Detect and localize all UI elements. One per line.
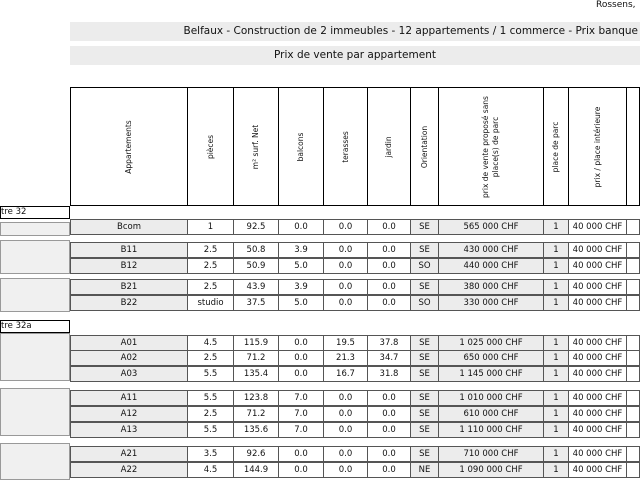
- cell-appartement: A01: [70, 335, 188, 351]
- cell-prix-place: 40 000 CHF: [568, 279, 627, 295]
- cell-balcons: 3.9: [278, 279, 324, 295]
- cell-overflow: [626, 219, 640, 235]
- cell-place-parc: 1: [543, 219, 569, 235]
- cell-terasses: 0.0: [323, 446, 368, 462]
- cell-orientation: SO: [410, 295, 439, 311]
- cell-terasses: 0.0: [323, 279, 368, 295]
- cell-overflow: [626, 406, 640, 422]
- cell-prix-place: 40 000 CHF: [568, 406, 627, 422]
- cell-appartement: A13: [70, 422, 188, 438]
- cell-orientation: SE: [410, 366, 439, 382]
- cell-overflow: [626, 335, 640, 351]
- cell-terasses: 16.7: [323, 366, 368, 382]
- column-header-label: prix / place intérieure: [592, 106, 602, 187]
- cell-pieces: 5.5: [187, 390, 234, 406]
- corner-text: Rossens,: [596, 0, 636, 10]
- header-surface: [233, 87, 279, 206]
- cell-surface: 43.9: [233, 279, 279, 295]
- cell-overflow: [626, 422, 640, 438]
- cell-orientation: SO: [410, 258, 439, 274]
- cell-orientation: SE: [410, 422, 439, 438]
- cell-place-parc: 1: [543, 295, 569, 311]
- group-block: [0, 222, 70, 236]
- cell-pieces: 2.5: [187, 279, 234, 295]
- cell-balcons: 7.0: [278, 390, 324, 406]
- document-title-banner: Belfaux - Construction de 2 immeubles - 12 appartements / 1 commerce - Prix banque: [70, 22, 640, 41]
- cell-appartement: B22: [70, 295, 188, 311]
- cell-balcons: 0.0: [278, 350, 324, 366]
- cell-prix-vente: 710 000 CHF: [438, 446, 544, 462]
- cell-prix-place: 40 000 CHF: [568, 462, 627, 478]
- cell-prix-vente: 1 145 000 CHF: [438, 366, 544, 382]
- cell-overflow: [626, 350, 640, 366]
- section-label-centre-32: tre 32: [0, 206, 70, 219]
- cell-orientation: SE: [410, 242, 439, 258]
- cell-place-parc: 1: [543, 406, 569, 422]
- cell-orientation: SE: [410, 446, 439, 462]
- cell-pieces: 4.5: [187, 335, 234, 351]
- cell-terasses: 0.0: [323, 462, 368, 478]
- cell-overflow: [626, 295, 640, 311]
- cell-prix-place: 40 000 CHF: [568, 350, 627, 366]
- cell-orientation: SE: [410, 335, 439, 351]
- cell-terasses: 21.3: [323, 350, 368, 366]
- cell-prix-vente: 610 000 CHF: [438, 406, 544, 422]
- cell-pieces: 1: [187, 219, 234, 235]
- cell-surface: 50.8: [233, 242, 279, 258]
- cell-appartement: B12: [70, 258, 188, 274]
- cell-place-parc: 1: [543, 350, 569, 366]
- document-subtitle-banner: Prix de vente par appartement: [70, 46, 640, 65]
- cell-terasses: 0.0: [323, 422, 368, 438]
- cell-place-parc: 1: [543, 279, 569, 295]
- group-block: [0, 240, 70, 274]
- cell-prix-place: 40 000 CHF: [568, 219, 627, 235]
- column-header-label: terasses: [340, 130, 350, 163]
- cell-orientation: SE: [410, 219, 439, 235]
- cell-terasses: 0.0: [323, 242, 368, 258]
- group-block: [0, 278, 70, 312]
- cell-prix-place: 40 000 CHF: [568, 295, 627, 311]
- cell-appartement: A22: [70, 462, 188, 478]
- cell-jardin: 0.0: [367, 446, 411, 462]
- cell-terasses: 0.0: [323, 390, 368, 406]
- cell-surface: 115.9: [233, 335, 279, 351]
- cell-prix-vente: 1 025 000 CHF: [438, 335, 544, 351]
- cell-pieces: studio: [187, 295, 234, 311]
- cell-appartement: A21: [70, 446, 188, 462]
- header-prix-place: [568, 87, 627, 206]
- cell-prix-place: 40 000 CHF: [568, 446, 627, 462]
- header-balcons: [278, 87, 324, 206]
- group-block: [0, 443, 70, 480]
- cell-balcons: 3.9: [278, 242, 324, 258]
- cell-jardin: 34.7: [367, 350, 411, 366]
- cell-jardin: 0.0: [367, 462, 411, 478]
- cell-place-parc: 1: [543, 242, 569, 258]
- cell-balcons: 0.0: [278, 462, 324, 478]
- cell-jardin: 0.0: [367, 279, 411, 295]
- cell-orientation: SE: [410, 350, 439, 366]
- cell-jardin: 31.8: [367, 366, 411, 382]
- cell-jardin: 37.8: [367, 335, 411, 351]
- cell-place-parc: 1: [543, 390, 569, 406]
- cell-prix-vente: 380 000 CHF: [438, 279, 544, 295]
- header-appartements: [70, 87, 188, 206]
- cell-pieces: 2.5: [187, 258, 234, 274]
- cell-prix-vente: 1 110 000 CHF: [438, 422, 544, 438]
- cell-surface: 71.2: [233, 350, 279, 366]
- cell-prix-vente: 430 000 CHF: [438, 242, 544, 258]
- cell-pieces: 5.5: [187, 422, 234, 438]
- cell-jardin: 0.0: [367, 258, 411, 274]
- cell-jardin: 0.0: [367, 406, 411, 422]
- cell-orientation: SE: [410, 390, 439, 406]
- cell-place-parc: 1: [543, 422, 569, 438]
- cell-prix-place: 40 000 CHF: [568, 335, 627, 351]
- cell-appartement: A12: [70, 406, 188, 422]
- cell-surface: 71.2: [233, 406, 279, 422]
- cell-appartement: A02: [70, 350, 188, 366]
- cell-pieces: 2.5: [187, 242, 234, 258]
- cell-balcons: 0.0: [278, 446, 324, 462]
- header-pieces: [187, 87, 234, 206]
- cell-orientation: NE: [410, 462, 439, 478]
- header-terasses: [323, 87, 368, 206]
- cell-orientation: SE: [410, 279, 439, 295]
- column-header-label: m² surf. Net: [251, 124, 260, 169]
- cell-place-parc: 1: [543, 366, 569, 382]
- cell-appartement: Bcom: [70, 219, 188, 235]
- cell-prix-vente: 330 000 CHF: [438, 295, 544, 311]
- column-header-label: place de parc: [551, 121, 560, 172]
- header-orientation: [410, 87, 439, 206]
- cell-surface: 135.4: [233, 366, 279, 382]
- column-header-label: prix de vente proposé sans place(s) de parc: [481, 95, 500, 198]
- cell-overflow: [626, 366, 640, 382]
- cell-terasses: 0.0: [323, 258, 368, 274]
- cell-orientation: SE: [410, 406, 439, 422]
- cell-pieces: 3.5: [187, 446, 234, 462]
- cell-surface: 37.5: [233, 295, 279, 311]
- cell-prix-vente: 1 090 000 CHF: [438, 462, 544, 478]
- column-header-label: balcons: [296, 132, 305, 161]
- cell-prix-vente: 650 000 CHF: [438, 350, 544, 366]
- cell-overflow: [626, 390, 640, 406]
- cell-prix-place: 40 000 CHF: [568, 242, 627, 258]
- cell-pieces: 2.5: [187, 406, 234, 422]
- cell-balcons: 5.0: [278, 258, 324, 274]
- cell-overflow: [626, 462, 640, 478]
- cell-place-parc: 1: [543, 462, 569, 478]
- cell-jardin: 0.0: [367, 295, 411, 311]
- group-block: [0, 333, 70, 381]
- cell-surface: 144.9: [233, 462, 279, 478]
- column-header-label: pièces: [205, 134, 215, 159]
- cell-balcons: 7.0: [278, 406, 324, 422]
- cell-surface: 135.6: [233, 422, 279, 438]
- cell-overflow: [626, 242, 640, 258]
- cell-overflow: [626, 279, 640, 295]
- cell-jardin: 0.0: [367, 219, 411, 235]
- cell-surface: 123.8: [233, 390, 279, 406]
- column-header-label: jardin: [384, 135, 393, 158]
- column-header-label: Appartements: [124, 119, 133, 174]
- cell-appartement: A11: [70, 390, 188, 406]
- cell-terasses: 0.0: [323, 295, 368, 311]
- cell-terasses: 0.0: [323, 406, 368, 422]
- column-header-label: Orientation: [419, 125, 429, 168]
- cell-surface: 92.5: [233, 219, 279, 235]
- cell-place-parc: 1: [543, 446, 569, 462]
- section-label-centre-32a: tre 32a: [0, 320, 70, 333]
- cell-place-parc: 1: [543, 335, 569, 351]
- cell-terasses: 19.5: [323, 335, 368, 351]
- header-overflow-column: [626, 87, 640, 206]
- cell-overflow: [626, 446, 640, 462]
- cell-prix-place: 40 000 CHF: [568, 366, 627, 382]
- cell-place-parc: 1: [543, 258, 569, 274]
- cell-pieces: 5.5: [187, 366, 234, 382]
- cell-prix-place: 40 000 CHF: [568, 422, 627, 438]
- cell-prix-vente: 440 000 CHF: [438, 258, 544, 274]
- cell-surface: 50.9: [233, 258, 279, 274]
- cell-prix-vente: 1 010 000 CHF: [438, 390, 544, 406]
- cell-prix-place: 40 000 CHF: [568, 258, 627, 274]
- cell-balcons: 0.0: [278, 335, 324, 351]
- cell-surface: 92.6: [233, 446, 279, 462]
- cell-appartement: B11: [70, 242, 188, 258]
- cell-balcons: 5.0: [278, 295, 324, 311]
- cell-jardin: 0.0: [367, 242, 411, 258]
- cell-balcons: 0.0: [278, 219, 324, 235]
- header-prix-vente: [438, 87, 544, 206]
- cell-jardin: 0.0: [367, 422, 411, 438]
- cell-jardin: 0.0: [367, 390, 411, 406]
- cell-pieces: 4.5: [187, 462, 234, 478]
- group-block: [0, 388, 70, 436]
- cell-appartement: B21: [70, 279, 188, 295]
- cell-prix-vente: 565 000 CHF: [438, 219, 544, 235]
- cell-prix-place: 40 000 CHF: [568, 390, 627, 406]
- cell-pieces: 2.5: [187, 350, 234, 366]
- cell-balcons: 0.0: [278, 366, 324, 382]
- cell-appartement: A03: [70, 366, 188, 382]
- header-place-parc: [543, 87, 569, 206]
- header-jardin: [367, 87, 411, 206]
- cell-overflow: [626, 258, 640, 274]
- cell-terasses: 0.0: [323, 219, 368, 235]
- cell-balcons: 7.0: [278, 422, 324, 438]
